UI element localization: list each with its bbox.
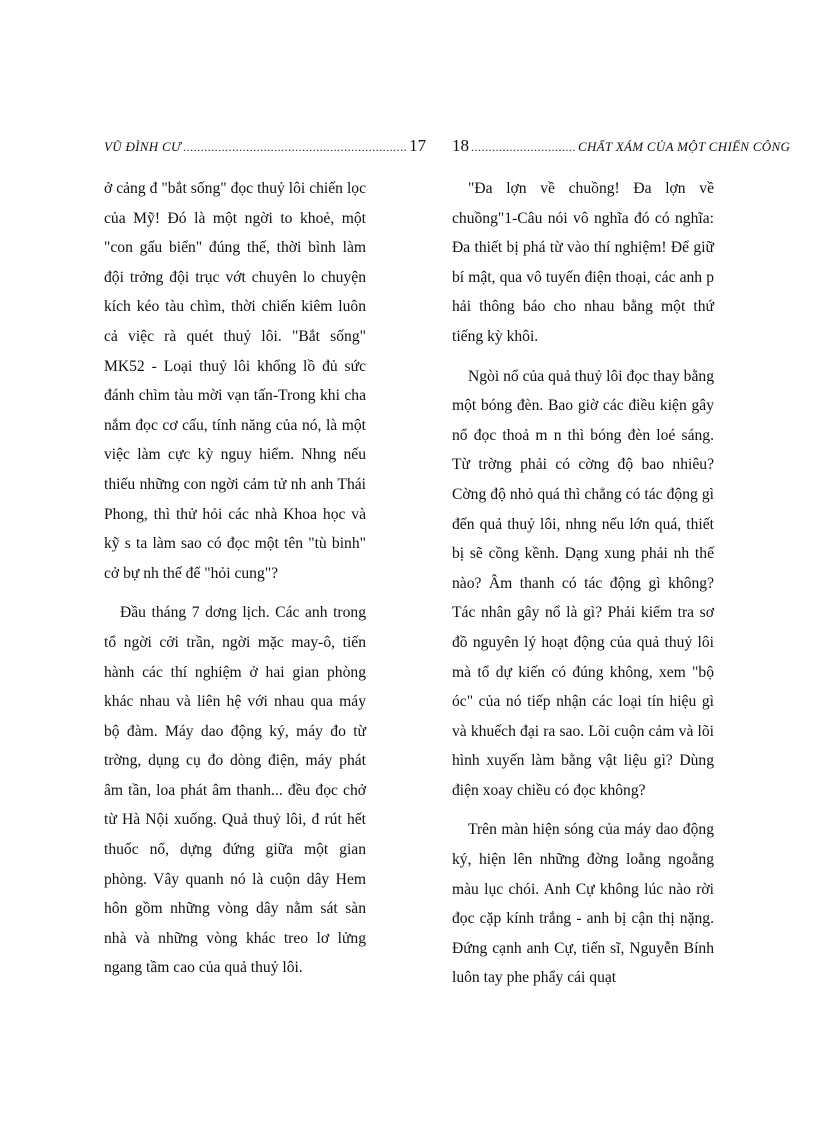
paragraph: Đầu tháng 7 dơng lịch. Các anh trong tổ ngời cởi trần, ngời mặc may-ô, tiến hành các thí nghiệm ở hai gian phòng khác nhau và liên hệ với nhau qua máy bộ đàm. Máy dao động ký, máy đo từ trờng, dụng cụ đo dòng điện, máy phát âm tần, loa phát âm thanh... đều đọc chở từ Hà Nội xuống. Quả thuỷ lôi, đ rút hết thuốc nổ, dựng đứng giữa một gian phòng. Vây quanh nó là cuộn dây Hem hôn gồm những vòng dây nằm sát sàn nhà và những vòng khác treo lơ lửng ngang tầm cao của quả thuỷ lôi. bbox=[104, 604, 366, 977]
left-page-body bbox=[104, 174, 366, 983]
page-number-right: 18 bbox=[452, 136, 469, 155]
left-page bbox=[104, 136, 427, 993]
page-number-left: 17 bbox=[409, 136, 427, 155]
header-book-title: CHẤT XÁM CỦA MỘT CHIẾN CÔNG bbox=[578, 139, 791, 154]
header-leader-dots: ................................................................ bbox=[183, 140, 408, 154]
right-page bbox=[452, 136, 791, 1003]
right-page-body bbox=[452, 174, 714, 993]
left-running-head bbox=[104, 136, 427, 160]
paragraph: Ngòi nổ của quả thuỷ lôi đọc thay bằng một bóng đèn. Bao giờ các điều kiện gây nổ đọc thoả m n thì bóng đèn loé sáng. Từ trờng phải có cờng độ bao nhiêu? Cờng độ nhỏ quá thì chẳng có tác động gì đến quả thuỷ lôi, nhng nếu lớn quá, thiết bị sẽ cồng kềnh. Dạng xung phải nh thế nào? Âm thanh có tác động gì không? Tác nhân gây nổ là gì? Phải kiểm tra sơ đồ nguyên lý hoạt động của quả thuỷ lôi mà tổ dự kiến có đúng không, xem "bộ óc" của nó tiếp nhận các loại tín hiệu gì và khuếch đại ra sao. Lõi cuộn cảm và lõi hình xuyến làm bằng vật liệu gì? Dùng điện xoay chiều có đọc không? bbox=[452, 367, 714, 799]
right-running-head bbox=[452, 136, 791, 160]
paragraph: "Đa lợn về chuồng! Đa lợn về chuồng"1-Câu nói vô nghĩa đó có nghĩa: Đa thiết bị phá từ vào thí nghiệm! Để giữ bí mật, qua vô tuyến điện thoại, các anh p hải thông báo cho nhau bằng một thứ tiếng kỳ khôi. bbox=[452, 180, 714, 345]
header-author: VŨ ĐÌNH CƯ bbox=[104, 139, 182, 154]
paragraph: ở cảng đ "bắt sống" đọc thuỷ lôi chiến lọc của Mỹ! Đó là một ngời to khoẻ, một "con gấu biển" đúng thế, thời bình làm đội trởng đội trục vớt chuyên lo chuyện kích kéo tàu chìm, thời chiến kiêm luôn cả việc rà quét thuỷ lôi. "Bắt sống" MK52 - Loại thuỷ lôi khổng lồ đủ sức đánh chìm tàu mời vạn tấn-Trong khi cha nắm đọc cơ cấu, tính năng của nó, là một việc làm cực kỳ nguy hiểm. Nhng nếu thiếu những con ngời cảm tử nh anh Thái Phong, thì thử hỏi các nhà Khoa học và kỹ s ta làm sao có đọc một tên "tù binh" cở bự nh thế để "hỏi cung"? bbox=[104, 180, 366, 582]
header-leader-dots: .............................. bbox=[471, 140, 576, 154]
paragraph: Trên màn hiện sóng của máy dao động ký, hiện lên những đờng loằng ngoằng màu lục chói. Anh Cự không lúc nào rời đọc cặp kính trắng - anh bị cận thị nặng. Đứng cạnh anh Cự, tiến sĩ, Nguyễn Bính luôn tay phe phẩy cái quạt bbox=[452, 821, 714, 987]
